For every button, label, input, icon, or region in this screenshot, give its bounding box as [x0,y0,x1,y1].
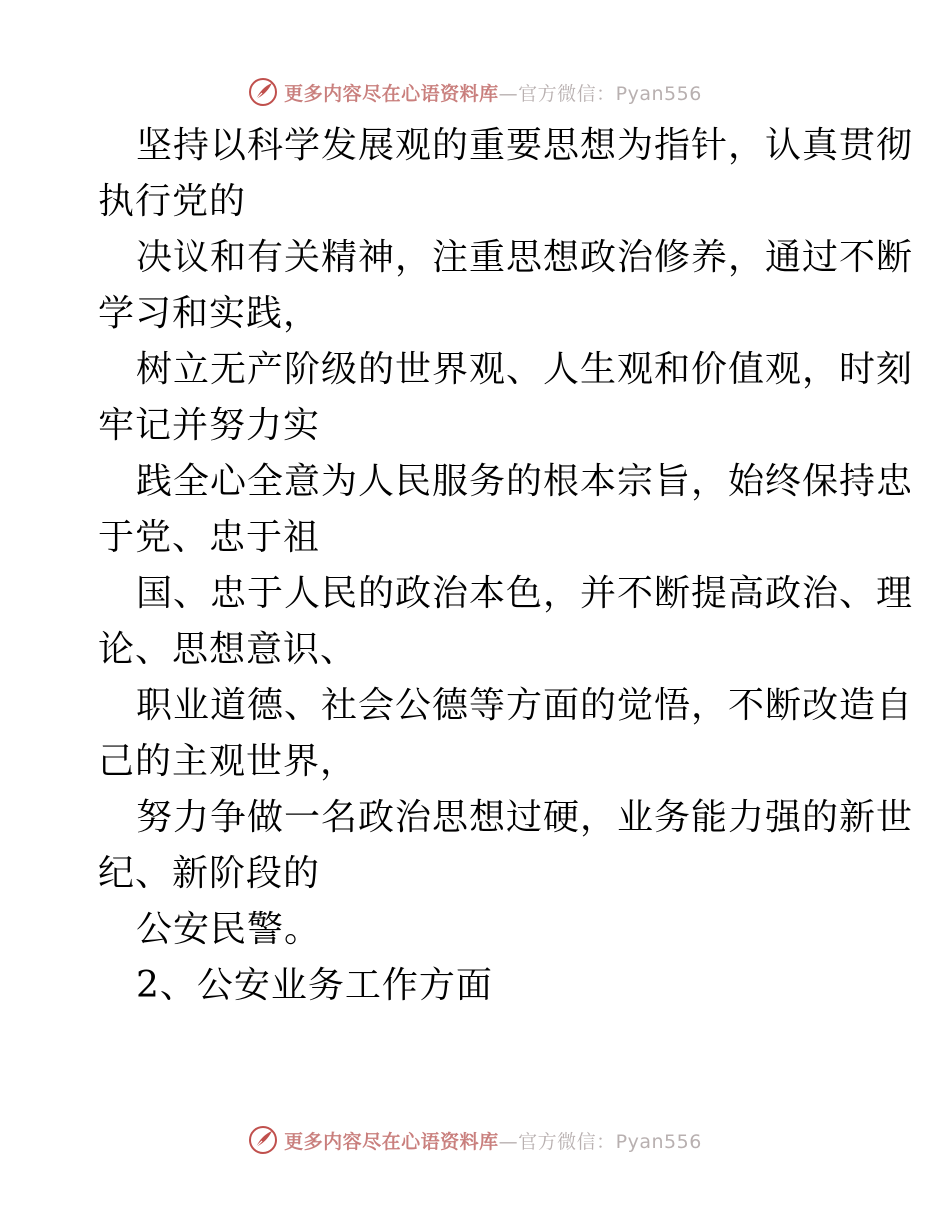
feather-pen-logo-icon [248,77,278,107]
text-line: 学习和实践， [98,293,321,334]
feather-pen-logo-icon [248,1125,278,1155]
text-line: 努力争做一名政治思想过硬，业务能力强的新世 [136,797,914,838]
text-line: 国、忠于人民的政治本色，并不断提高政治、理 [136,573,914,614]
text-line: 己的主观世界， [98,741,358,782]
watermark-text [284,79,702,106]
section-heading: 2、公安业务工作方面 [136,965,493,1006]
watermark-contact: 官方微信：Pyan556 [518,1130,702,1153]
document-body [98,118,914,1014]
watermark-contact: 官方微信：Pyan556 [518,82,702,105]
text-line: 执行党的 [98,181,247,222]
text-line: 职业道德、社会公德等方面的觉悟，不断改造自 [136,685,914,726]
watermark-text [284,1127,702,1154]
text-line: 坚持以科学发展观的重要思想为指针，认真贯彻 [136,125,914,166]
watermark-brand: 更多内容尽在心语资料库 [284,82,499,105]
text-line: 决议和有关精神，注重思想政治修养，通过不断 [136,237,914,278]
watermark-separator: — [498,82,519,105]
text-line: 于党、忠于祖 [98,517,321,558]
watermark-separator: — [498,1130,519,1153]
text-line: 牢记并努力实 [98,405,321,446]
text-line: 树立无产阶级的世界观、人生观和价值观，时刻 [136,349,914,390]
text-line: 纪、新阶段的 [98,853,321,894]
header-watermark [0,72,950,112]
text-line: 公安民警。 [136,909,322,950]
footer-watermark [0,1120,950,1160]
watermark-brand: 更多内容尽在心语资料库 [284,1130,499,1153]
text-line: 论、思想意识、 [98,629,358,670]
text-line: 践全心全意为人民服务的根本宗旨，始终保持忠 [136,461,914,502]
